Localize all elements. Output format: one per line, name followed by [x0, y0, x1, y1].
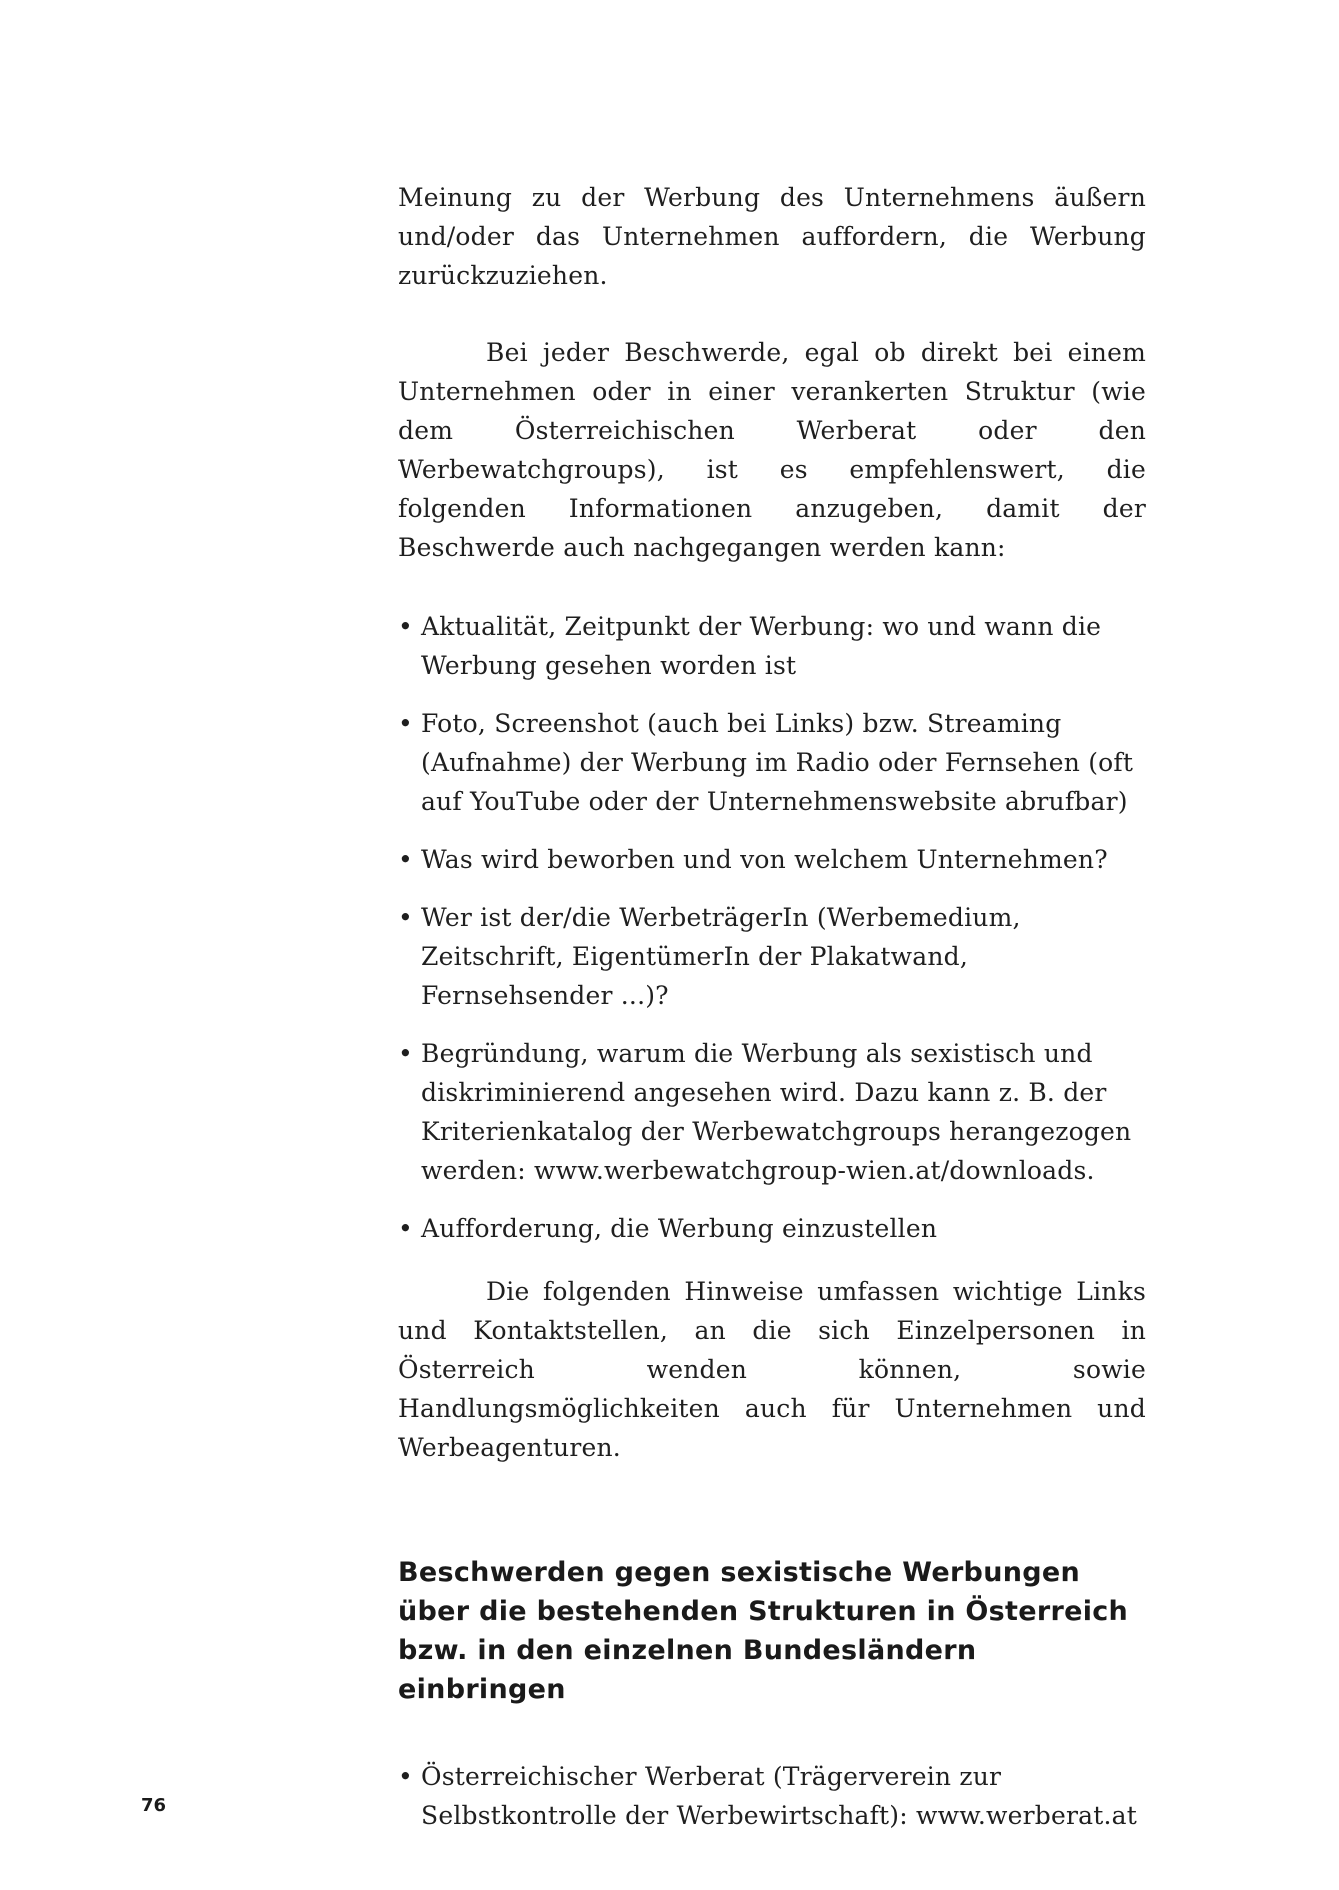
list-item	[398, 840, 1146, 879]
main-text-column	[398, 178, 1146, 1835]
list-item-text: Foto, Screenshot (auch bei Links) bzw. Streaming (Aufnahme) der Werbung im Radio oder Fernsehen (oft auf YouTube oder der Unternehmenswebsite abrufbar)	[421, 709, 1134, 816]
bullet-icon: •	[398, 845, 413, 874]
list-item-text: Wer ist der/die WerbeträgerIn (Werbemedium, Zeitschrift, EigentümerIn der Plakatwand, Fernsehsender ...)?	[421, 903, 1021, 1010]
list-item-text: Österreichischer Werberat (Trägerverein zur Selbstkontrolle der Werbewirtschaft): www.werberat.at	[421, 1762, 1137, 1830]
bullet-icon: •	[398, 612, 413, 641]
paragraph-intro: Bei jeder Beschwerde, egal ob direkt bei einem Unternehmen oder in einer verankerten Struktur (wie dem Österreichischen Werberat oder den Werbewatchgroups), ist es empfehlenswert, die folgenden Informationen anzugeben, damit der Beschwerde auch nachgegangen werden kann:	[398, 338, 1146, 562]
list-item-text: Was wird beworben und von welchem Unternehmen?	[421, 845, 1108, 874]
bullet-icon: •	[398, 1039, 413, 1068]
list-item	[398, 607, 1146, 685]
list-item-text: Begründung, warum die Werbung als sexistisch und diskriminierend angesehen wird. Dazu kann z. B. der Kriterienkatalog der Werbewatchgroups herangezogen werden: www.werbewatchgroup-wien.at/downloads.	[421, 1039, 1132, 1185]
list-item-text: Aufforderung, die Werbung einzustellen	[421, 1214, 938, 1243]
information-list	[398, 607, 1146, 1248]
list-item	[398, 704, 1146, 821]
list-item	[398, 1757, 1146, 1835]
paragraph-continuation: Meinung zu der Werbung des Unternehmens äußern und/oder das Unternehmen auffordern, die Werbung zurückzuziehen.	[398, 183, 1146, 290]
bullet-icon: •	[398, 903, 413, 932]
bullet-icon: •	[398, 709, 413, 738]
list-item	[398, 1209, 1146, 1248]
bullet-icon: •	[398, 1214, 413, 1243]
structures-list	[398, 1757, 1146, 1835]
paragraph-closing: Die folgenden Hinweise umfassen wichtige Links und Kontaktstellen, an die sich Einzelpersonen in Österreich wenden können, sowie Handlungsmöglichkeiten auch für Unternehmen und Werbeagenturen.	[398, 1277, 1146, 1462]
bullet-icon: •	[398, 1762, 413, 1791]
section-heading: Beschwerden gegen sexistische Werbungen über die bestehenden Strukturen in Österreich bzw. in den einzelnen Bundesländern einbringen	[398, 1557, 1129, 1705]
page-number: 76	[141, 1795, 167, 1816]
list-item	[398, 1034, 1146, 1190]
list-item-text: Aktualität, Zeitpunkt der Werbung: wo und wann die Werbung gesehen worden ist	[421, 612, 1102, 680]
list-item	[398, 898, 1146, 1015]
